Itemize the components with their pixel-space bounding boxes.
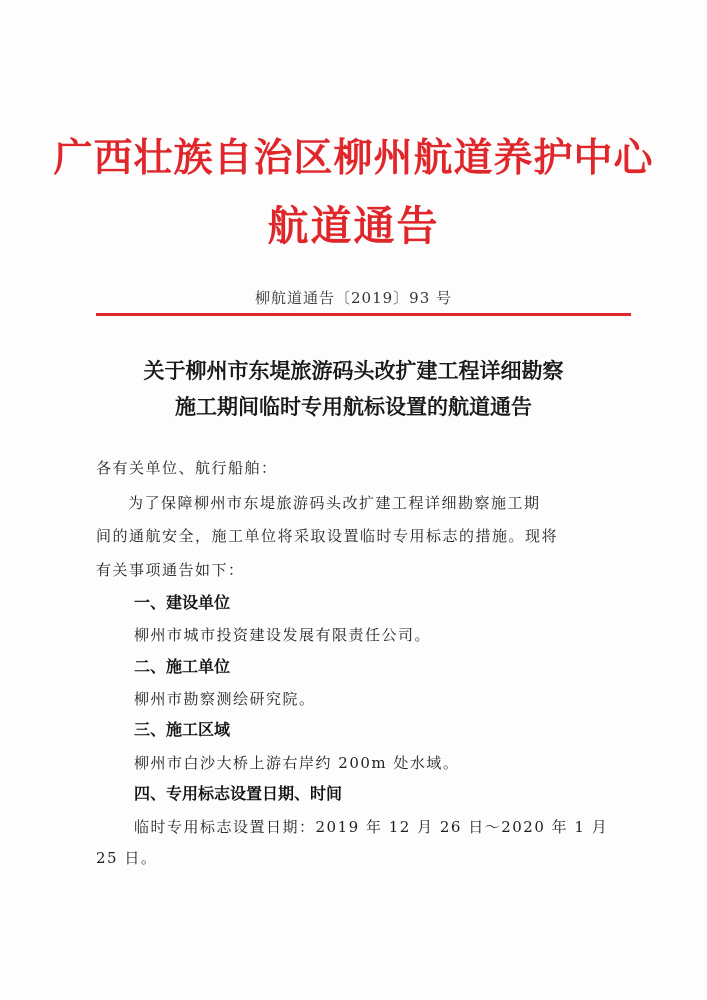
document-number: 柳航道通告〔2019〕93 号 <box>254 289 453 307</box>
section-text-schedule: 临时专用标志设置日期：2019 年 12 月 26 日～2020 年 1 月 <box>134 818 609 836</box>
subject-title-line-2: 施工期间临时专用航标设置的航道通告 <box>175 394 532 419</box>
section-heading-contractor: 二、施工单位 <box>134 657 231 676</box>
section-heading-construction-unit: 一、建设单位 <box>134 593 231 612</box>
subject-title-line-1: 关于柳州市东堤旅游码头改扩建工程详细勘察 <box>143 358 564 383</box>
section-text-construction-unit: 柳州市城市投资建设发展有限责任公司。 <box>134 626 432 644</box>
section-text-area: 柳州市白沙大桥上游右岸约 200m 处水域。 <box>134 754 460 772</box>
section-text-contractor: 柳州市勘察测绘研究院。 <box>134 690 316 708</box>
section-heading-area: 三、施工区域 <box>134 720 231 739</box>
org-name-header: 广西壮族自治区柳州航道养护中心 <box>53 135 654 181</box>
salutation: 各有关单位、航行船舶： <box>96 459 278 477</box>
doc-type-header: 航道通告 <box>267 202 440 250</box>
red-divider-line <box>96 313 631 316</box>
section-text-schedule-cont: 25 日。 <box>96 849 158 867</box>
section-heading-schedule: 四、专用标志设置日期、时间 <box>134 784 343 803</box>
intro-paragraph-line-3: 有关事项通告如下： <box>96 561 245 579</box>
intro-paragraph-line-2: 间的通航安全，施工单位将采取设置临时专用标志的措施。现将 <box>96 527 559 545</box>
intro-paragraph-line-1: 为了保障柳州市东堤旅游码头改扩建工程详细勘察施工期 <box>128 494 541 512</box>
